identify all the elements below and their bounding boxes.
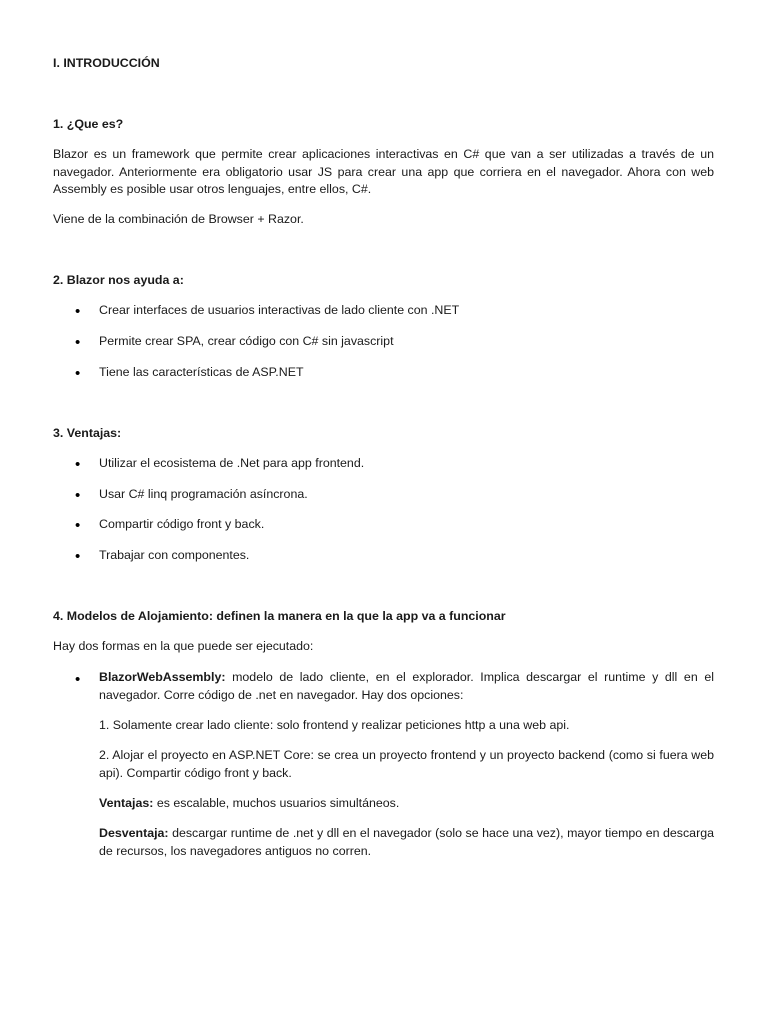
list-item: Utilizar el ecosistema de .Net para app frontend. [99, 456, 365, 470]
wasm-option-2: 2. Alojar el proyecto en ASP.NET Core: se crea un proyecto frontend y un proyecto backend (como si fuera web api). Compartir código front y back. [99, 748, 714, 780]
list-item: Trabajar con componentes. [99, 548, 250, 562]
bullet-icon [75, 492, 83, 500]
pros-label: Ventajas: [99, 796, 154, 810]
bullet-icon [75, 676, 83, 684]
list-item: Permite crear SPA, crear código con C# sin javascript [99, 334, 394, 348]
bullet-icon [75, 339, 83, 347]
cons-text: descargar runtime de .net y dll en el navegador (solo se hace una vez), mayor tiempo en descarga de recursos, los navegadores antiguos no corren. [99, 826, 714, 858]
section-1-origin: Viene de la combinación de Browser + Razor. [53, 212, 304, 226]
section-4-heading: 4. Modelos de Alojamiento: definen la manera en la que la app va a funcionar [53, 609, 506, 623]
list-item: Compartir código front y back. [99, 517, 265, 531]
bullet-icon [75, 553, 83, 561]
section-1-paragraph: Blazor es un framework que permite crear aplicaciones interactivas en C# que van a ser utilizadas a través de un navegador. Anteriormente era obligatorio usar JS para crear una app que corriera en el navegador. Ahora con web Assembly es posible usar otros lenguajes, entre ellos, C#. [53, 147, 714, 196]
wasm-text: modelo de lado cliente, en el explorador. Implica descargar el runtime y dll en el navegador. Corre código de .net en navegador. Hay dos opciones: [99, 670, 714, 702]
pros-text: es escalable, muchos usuarios simultáneos. [153, 796, 400, 810]
bullet-icon [75, 308, 83, 316]
wasm-item [99, 669, 714, 704]
wasm-cons [99, 825, 714, 860]
list-item: Usar C# linq programación asíncrona. [99, 487, 308, 501]
bullet-icon [75, 370, 83, 378]
list-item: Crear interfaces de usuarios interactivas de lado cliente con .NET [99, 303, 460, 317]
section-3-heading: 3. Ventajas: [53, 426, 122, 440]
section-4-intro: Hay dos formas en la que puede ser ejecutado: [53, 639, 314, 653]
section-1-heading: 1. ¿Que es? [53, 117, 124, 131]
wasm-option-1: 1. Solamente crear lado cliente: solo frontend y realizar peticiones http a una web api. [99, 718, 570, 732]
intro-heading: I. INTRODUCCIÓN [53, 56, 160, 70]
wasm-label: BlazorWebAssembly: [99, 670, 226, 684]
list-item: Tiene las características de ASP.NET [99, 365, 304, 379]
bullet-icon [75, 461, 83, 469]
bullet-icon [75, 522, 83, 530]
cons-label: Desventaja: [99, 826, 169, 840]
section-2-heading: 2. Blazor nos ayuda a: [53, 273, 184, 287]
wasm-pros [99, 795, 714, 813]
